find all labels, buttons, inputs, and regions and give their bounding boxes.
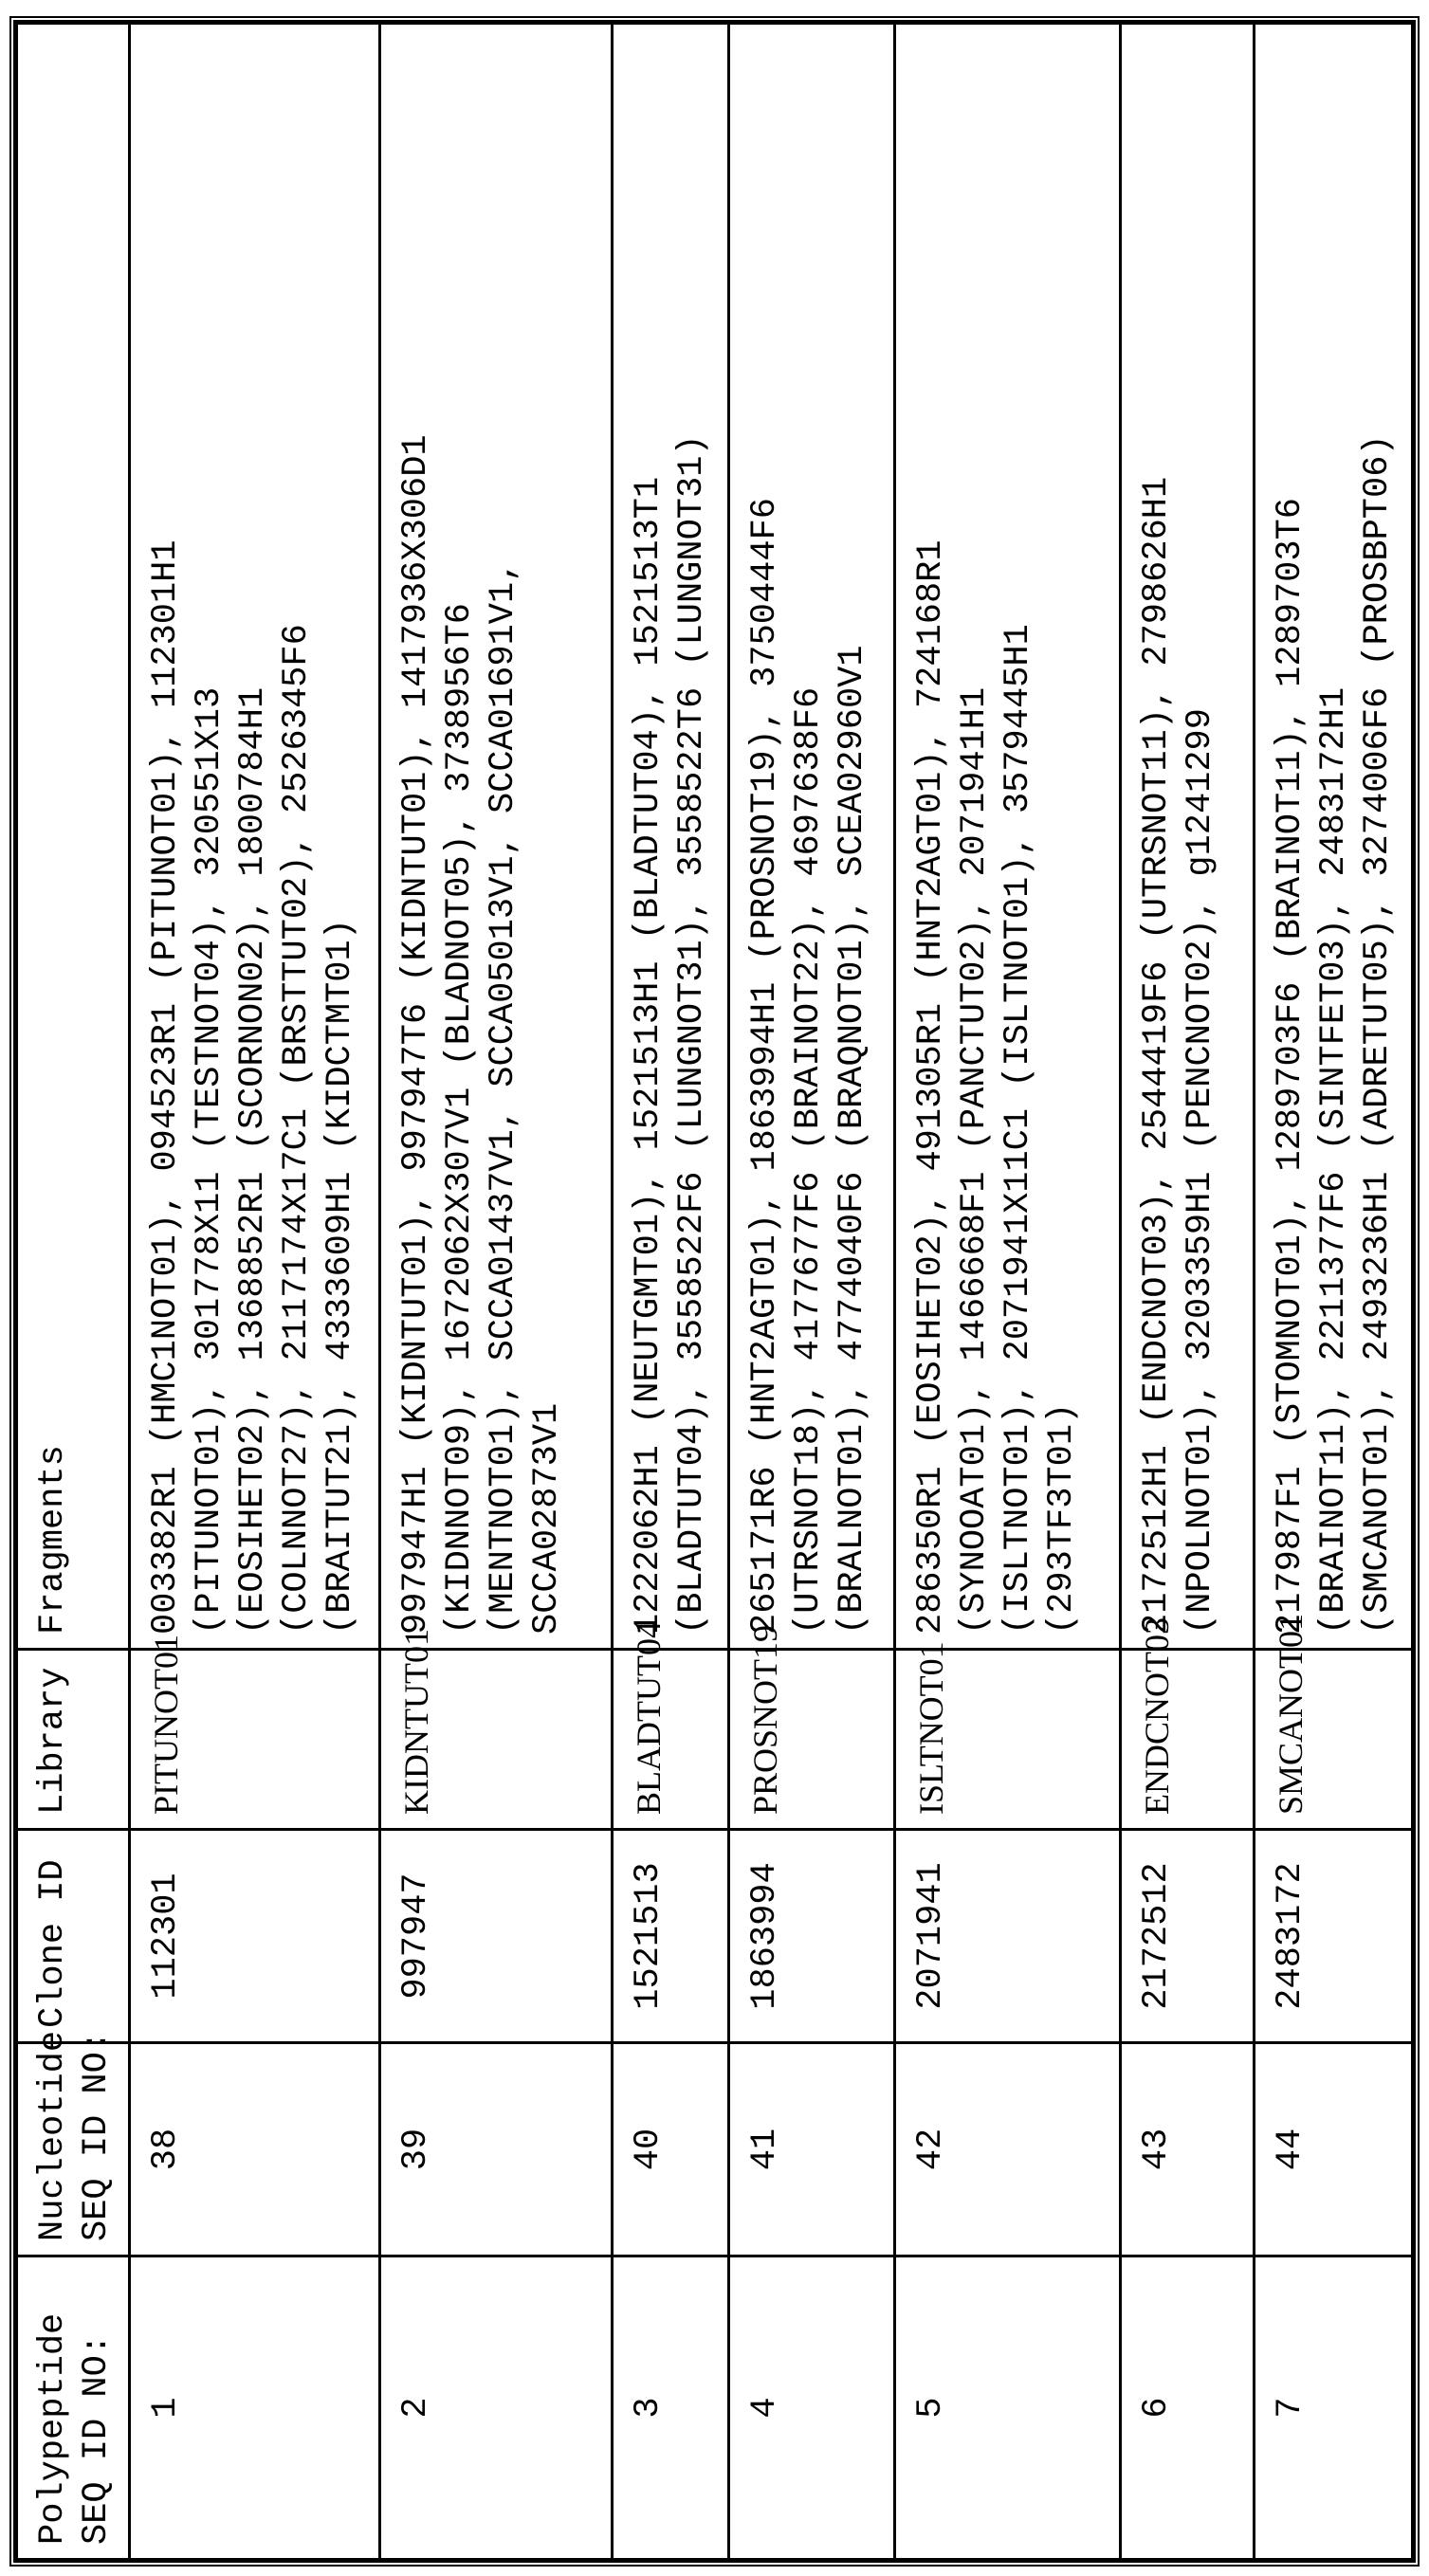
sequence-table-rotated [9,16,1420,2567]
nucleotide-seq-id: 43 [1120,2043,1254,2256]
fragment-line: 003382R1 (HMC1NOT01), 094523R1 (PITUNOT01), 112301H1 [144,38,188,1635]
table-row [613,24,729,2560]
polypeptide-seq-id: 6 [1120,2256,1254,2560]
fragments [379,24,612,1650]
header-row [17,24,130,2560]
nucleotide-seq-id: 42 [895,2043,1120,2256]
header-polypeptide-line: SEQ ID NO: [75,2271,119,2545]
fragment-line: 2172512H1 (ENDCNOT03), 2544419F6 (UTRSNOT11), 2798626H1 [1135,38,1179,1635]
fragment-line: (MENTNOT01), SCCA01437V1, SCCA05013V1, SCCA01691V1, [482,38,525,1635]
clone-id: 1863994 [728,1830,894,2043]
header-library: Library [17,1650,130,1830]
header-nucleotide-line: Nucleotide [31,2057,75,2241]
polypeptide-seq-id: 3 [613,2256,729,2560]
nucleotide-seq-id: 44 [1254,2043,1412,2256]
fragment-line: (ISLTNOT01), 2071941X11C1 (ISLTNOT01), 3579445H1 [997,38,1040,1635]
sequence-table [15,22,1414,2561]
nucleotide-seq-id: 38 [130,2043,380,2256]
fragment-line: 286350R1 (EOSIHET02), 491305R1 (HNT2AGT01), 724168R1 [909,38,953,1635]
fragment-line: SCCA02873V1 [525,38,569,1635]
library: KIDNTUT01 [379,1650,612,1830]
polypeptide-seq-id: 7 [1254,2256,1412,2560]
fragments [613,24,729,1650]
polypeptide-seq-id: 5 [895,2256,1120,2560]
fragment-line: (EOSIHET02), 1368852R1 (SCORNON02), 1800784H1 [231,38,275,1635]
fragment-line: 217987F1 (STOMNOT01), 1289703F6 (BRAINOT11), 1289703T6 [1269,38,1312,1635]
fragment-line: (KIDNNOT09), 1672062X307V1 (BLADNOT05), 3738956T6 [438,38,482,1635]
fragment-line: (BRAINOT11), 2211377F6 (SINTFET03), 2483172H1 [1312,38,1356,1635]
table-row [895,24,1120,2560]
polypeptide-seq-id: 4 [728,2256,894,2560]
fragment-line: (SYNOOAT01), 1466668F1 (PANCTUT02), 2071941H1 [953,38,997,1635]
fragment-line: (COLNNOT27), 2117174X17C1 (BRSTTUT02), 2526345F6 [275,38,319,1635]
table-body [130,24,1413,2560]
fragments [130,24,380,1650]
fragments [895,24,1120,1650]
library: BLADTUT04 [613,1650,729,1830]
table-row [728,24,894,2560]
fragment-line: 997947H1 (KIDNTUT01), 997947T6 (KIDNTUT01), 1417936X306D1 [394,38,438,1635]
clone-id: 2483172 [1254,1830,1412,2043]
polypeptide-seq-id: 1 [130,2256,380,2560]
clone-id: 2172512 [1120,1830,1254,2043]
fragments [1254,24,1412,1650]
library: PROSNOT19 [728,1650,894,1830]
fragment-line: (BRAITUT21), 4333609H1 (KIDCTMT01) [319,38,362,1635]
fragment-line: (SMCANOT01), 2493236H1 (ADRETUT05), 3274006F6 (PROSBPT06) [1356,38,1400,1635]
clone-id: 1521513 [613,1830,729,2043]
header-polypeptide [17,2256,130,2560]
fragment-line: (BRALNOT01), 4774040F6 (BRAQNOT01), SCEA02960V1 [831,38,874,1635]
nucleotide-seq-id: 39 [379,2043,612,2256]
fragments [728,24,894,1650]
fragment-line: 265171R6 (HNT2AGT01), 1863994H1 (PROSNOT19), 3750444F6 [743,38,787,1635]
clone-id: 112301 [130,1830,380,2043]
header-fragments: Fragments [17,24,130,1650]
polypeptide-seq-id: 2 [379,2256,612,2560]
library: SMCANOT01 [1254,1650,1412,1830]
fragment-line: (UTRSNOT18), 4177677F6 (BRAINOT22), 4697638F6 [787,38,831,1635]
fragment-line: (293TF3T01) [1040,38,1084,1635]
clone-id: 997947 [379,1830,612,2043]
nucleotide-seq-id: 40 [613,2043,729,2256]
header-clone-id: Clone ID [17,1830,130,2043]
header-polypeptide-line: Polypeptide [31,2271,75,2545]
table-row [1254,24,1412,2560]
clone-id: 2071941 [895,1830,1120,2043]
library: ENDCNOT03 [1120,1650,1254,1830]
fragment-line: (NPOLNOT01), 3203359H1 (PENCNOT02), g1241299 [1179,38,1222,1635]
table-row [1120,24,1254,2560]
fragment-line: 1222062H1 (NEUTGMT01), 1521513H1 (BLADTUT04), 1521513T1 [627,38,670,1635]
fragments [1120,24,1254,1650]
table-row [130,24,380,2560]
fragment-line: (BLADTUT04), 3558522F6 (LUNGNOT31), 3558522T6 (LUNGNOT31) [670,38,714,1635]
library: ISLTNOT01 [895,1650,1120,1830]
fragment-line: (PITUNOT01), 301778X11 (TESTNOT04), 320551X13 [188,38,231,1635]
header-nucleotide-line: SEQ ID NO: [75,2057,119,2241]
nucleotide-seq-id: 41 [728,2043,894,2256]
table-row [379,24,612,2560]
library: PITUNOT01 [130,1650,380,1830]
header-nucleotide [17,2043,130,2256]
